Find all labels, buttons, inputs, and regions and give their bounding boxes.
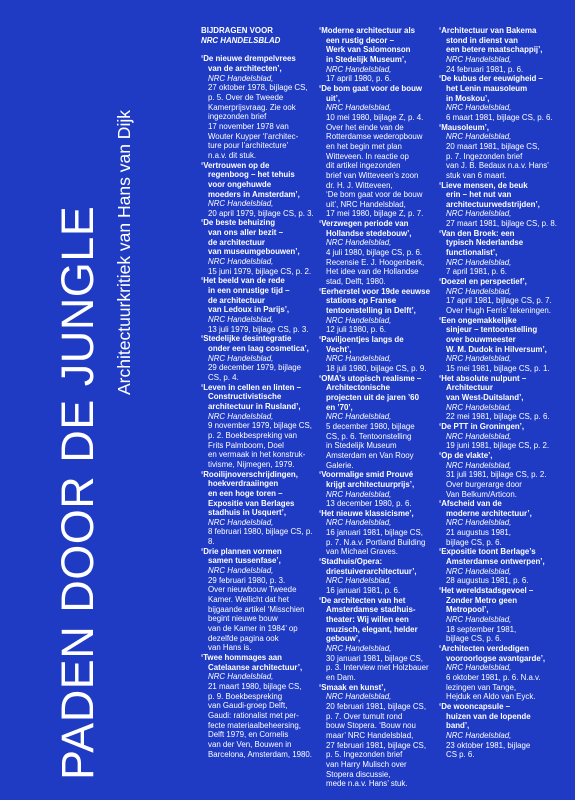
entry-detail-line: van Michael Graves. <box>326 547 398 557</box>
entry-detail-line: p. 7. Over tumult rond <box>326 711 403 721</box>
entry-source: NRC Handelsblad, <box>208 353 274 363</box>
entry-source: NRC Handelsblad, <box>326 103 392 113</box>
entry-title-line: Catelaanse architectuur’, <box>208 662 303 672</box>
entry-source: NRC Handelsblad, <box>446 460 512 470</box>
entry-detail-line: Witteveen. In reactie op <box>326 151 409 161</box>
entry-title-line: band’, <box>446 721 470 731</box>
entry-title-line: van ons aller bezit – <box>208 228 283 238</box>
entry-detail-line: 17 april 1981, bijlage CS, p. 7. <box>446 296 552 306</box>
bibliography-entry <box>201 161 321 219</box>
entry-title-line: typisch Nederlandse <box>446 238 524 248</box>
entry-detail-line: p. 2. Boekbespreking van <box>208 430 298 440</box>
entry-title-line: ‘De architecten van het <box>319 595 406 605</box>
entry-detail-line: Gaudi: rationalist met per- <box>208 710 299 720</box>
bibliography-entry <box>439 644 559 702</box>
entry-source: NRC Handelsblad, <box>326 64 392 74</box>
entry-source: NRC Handelsblad, <box>446 132 512 142</box>
entry-detail-line: 19 juni 1981, bijlage CS, p. 2. <box>446 441 550 451</box>
entry-source: NRC Handelsblad, <box>446 566 512 576</box>
entry-detail-line: 27 oktober 1978, bijlage CS, <box>208 83 308 93</box>
bibliography-entry <box>439 586 559 644</box>
entry-detail-line: van der Ven, Bouwen in <box>208 739 292 749</box>
entry-title-line: ‘Het beeld van de rede <box>201 276 285 286</box>
entry-source: NRC Handelsblad, <box>446 257 512 267</box>
entry-detail-line: fecte materiaalbeheersing, <box>208 720 301 730</box>
entry-title-line: ‘Verzwegen periode van <box>319 219 409 229</box>
entry-title-line: van West-Duitsland’, <box>446 392 524 402</box>
entry-detail-line: 15 mei 1981, bijlage CS, p. 1. <box>446 363 550 373</box>
entry-title-line: ‘Leven in cellen en linten – <box>201 382 301 392</box>
bibliography-entry <box>439 547 559 586</box>
entry-detail-line: 21 augustus 1981, <box>446 528 511 538</box>
entry-detail-line: 23 oktober 1981, bijlage <box>446 740 531 750</box>
entry-detail-line: 31 juli 1981, bijlage CS, p. 2. <box>446 470 547 480</box>
entry-detail-line: Frits Palmboom, Doel <box>208 440 284 450</box>
bibliography-entry <box>439 316 559 374</box>
entry-title-line: ‘De wooncapsule – <box>439 701 511 711</box>
entry-title-line: architectuur in Rusland’, <box>208 401 301 411</box>
entry-source: NRC Handelsblad, <box>446 615 512 625</box>
entry-detail-line: 30 januari 1981, bijlage CS, <box>326 653 423 663</box>
bibliography-entry <box>319 84 439 219</box>
entry-detail-line: CS p. 6. <box>446 750 475 760</box>
entry-detail-line: Rotterdamse wederopbouw <box>326 132 423 142</box>
entry-detail-line: CS, p. 4. <box>208 372 239 382</box>
entry-source: NRC Handelsblad, <box>326 692 392 702</box>
entry-title-line: tentoonstelling in Delft’, <box>326 306 416 316</box>
entry-detail-line: Van Belkum/Articon. <box>446 489 517 499</box>
entry-detail-line: lezingen van Tange, <box>446 682 517 692</box>
cover-title-area <box>0 0 134 800</box>
entry-title-line: van museumgebouwen’, <box>208 247 300 257</box>
entry-detail-line: Over burgerarge door <box>446 479 522 489</box>
entry-source: NRC Handelsblad, <box>326 354 392 364</box>
entry-source: NRC Handelsblad, <box>326 518 392 528</box>
entry-title-line: de architectuur <box>208 237 266 247</box>
entry-detail-line: p. 5. Ingezonden brief <box>326 750 403 760</box>
entry-detail-line: 16 januari 1981, bijlage CS, <box>326 528 423 538</box>
entry-detail-line: stuk van 6 maart. <box>446 170 507 180</box>
entry-detail-line: dezelfde pagina ook <box>208 633 279 643</box>
bibliography-entry <box>201 334 321 382</box>
entry-source: NRC Handelsblad, <box>446 54 512 64</box>
entry-detail-line: 13 december 1980, p. 6. <box>326 499 412 509</box>
entry-title-line: ‘Lieve mensen, de beuk <box>439 180 528 190</box>
entry-detail-line: ture pour l’architecture’ <box>208 141 289 151</box>
entry-source: NRC Handelsblad, <box>446 730 512 740</box>
entry-title-line: krijgt architectuurprijs’, <box>326 479 415 489</box>
entry-detail-line: en het begin met plan <box>326 141 402 151</box>
entry-title-line: Architectuur <box>446 383 493 393</box>
entry-title-line: ‘Voormalige smid Prouvé <box>319 470 414 480</box>
entry-detail-line: 15 juni 1979, bijlage CS, p. 2. <box>208 266 312 276</box>
book-title: PADEN DOOR DE JUNGLE <box>52 205 103 780</box>
entry-title-line: in een onrustige tijd – <box>208 286 290 296</box>
entry-detail-line: begint nieuwe bouw <box>208 614 278 624</box>
entry-detail-line: n.a.v. dit stuk. <box>208 150 257 160</box>
entry-source: NRC Handelsblad, <box>326 489 392 499</box>
entry-detail-line: 7 april 1981, p. 6. <box>446 267 507 277</box>
entry-title-line: ‘Mausoleum’, <box>439 122 489 132</box>
entry-detail-line: 8 februari 1980, bijlage CS, p. 8. <box>208 527 313 547</box>
entry-title-line: ‘Drie plannen vormen <box>201 546 282 556</box>
bibliography-column-2 <box>319 26 439 789</box>
entry-detail-line: p. 7. Ingezonden brief <box>446 151 523 161</box>
entry-title-line: ‘Een ongemakkelijke <box>439 315 517 325</box>
bibliography-column-1 <box>201 26 321 759</box>
entry-title-line: Amsterdamse stadhuis- <box>326 605 416 615</box>
entry-detail-line: 20 april 1979, bijlage CS, p. 3. <box>208 208 314 218</box>
entry-title-line: het Lenin mausoleum <box>446 83 528 93</box>
entry-detail-line: Wouter Kuyper ‘l’architec- <box>208 131 299 141</box>
entry-detail-line: p. 9. Boekbespreking <box>208 691 283 701</box>
entry-detail-line: 18 juli 1980, bijlage CS, p. 9. <box>326 363 427 373</box>
entry-title-line: in Moskou’, <box>446 93 490 103</box>
entry-detail-line: 13 juli 1979, bijlage CS, p. 3. <box>208 324 309 334</box>
entry-detail-line: 17 mei 1980, bijlage Z, p. 7. <box>326 209 424 219</box>
entry-detail-line: 10 mei 1980, bijlage Z, p. 4. <box>326 112 424 122</box>
entry-title-line: sinjeur – tentoonstelling <box>446 325 538 335</box>
entry-source: NRC Handelsblad, <box>446 518 512 528</box>
entry-detail-line: 28 augustus 1981, p. 6. <box>446 576 529 586</box>
entry-title-line: ‘Moderne architectuur als <box>319 26 416 35</box>
bibliography-entry <box>439 181 559 229</box>
bibliography-entry <box>319 596 439 683</box>
entry-title-line: architectuurwedstrijden’, <box>446 199 540 209</box>
entry-detail-line: Kamerprijsvraag. Zie ook <box>208 102 296 112</box>
entry-title-line: ‘Doezel en perspectief’, <box>439 277 527 287</box>
entry-title-line: in Stedelijk Museum’, <box>326 54 407 64</box>
bibliography-entry <box>201 470 321 547</box>
bibliography-entry <box>319 470 439 509</box>
bibliography-entry <box>439 702 559 760</box>
bibliography-entry <box>201 653 321 759</box>
bibliography-entry <box>201 383 321 470</box>
entry-title-line: over bouwmeester <box>446 335 516 344</box>
entry-detail-line: van J. B. Bedaux n.a.v. Hans’ <box>446 161 549 171</box>
entry-title-line: ‘Expositie toont Berlage’s <box>439 547 536 557</box>
entry-title-line: stadhuis in Usquert’, <box>208 508 287 518</box>
entry-title-line: driestuiverarchitectuur’, <box>326 566 417 576</box>
entry-detail-line: 17 april 1980, p. 6. <box>326 74 392 84</box>
entry-title-line: stond in dienst van <box>446 35 518 45</box>
entry-source: NRC Handelsblad, <box>208 199 274 209</box>
entry-detail-line: bijgaande artikel ‘Misschien <box>208 604 305 614</box>
entry-detail-line: 12 juli 1980, p. 6. <box>326 325 387 335</box>
entry-title-line: Zonder Metro geen <box>446 595 518 605</box>
entry-source: NRC Handelsblad, <box>446 354 512 364</box>
entry-title-line: ‘Smaak en kunst’, <box>319 682 386 692</box>
entry-source: NRC Handelsblad, <box>326 576 392 586</box>
entry-source: NRC Handelsblad, <box>326 315 392 325</box>
entry-detail-line: maar’ NRC Handelsblad, <box>326 730 414 740</box>
entry-title-line: theater: Wij willen een <box>326 615 409 625</box>
entry-detail-line: in Stedelijk Museum <box>326 441 397 451</box>
entry-title-line: ‘Afscheid van de <box>439 499 502 509</box>
entry-title-line: projecten uit de jaren ’60 <box>326 392 419 402</box>
entry-title-line: W. M. Dudok in Hilversum’, <box>446 344 547 354</box>
entry-detail-line: 22 mei 1981, bijlage CS, p. 6. <box>446 412 550 422</box>
entry-detail-line: 18 september 1981, <box>446 624 517 634</box>
bibliography-entry <box>319 219 439 287</box>
entry-detail-line: p. 3. Interview met Holzbauer <box>326 663 429 673</box>
entry-title-line: een rustig decor – <box>326 35 394 45</box>
entry-source: NRC Handelsblad, <box>208 566 274 576</box>
entry-source: NRC Handelsblad, <box>208 411 274 421</box>
entry-title-line: en een hoge toren – <box>208 488 283 498</box>
entry-title-line: ‘De beste behuizing <box>201 218 276 228</box>
entry-title-line: Expositie van Berlages <box>208 498 295 508</box>
bibliography-entry <box>201 218 321 276</box>
entry-detail-line: bijlage CS, p. 6. <box>446 537 502 547</box>
entry-title-line: ‘Van den Broek: een <box>439 228 515 238</box>
entry-title-line: ‘Architecten verdedigen <box>439 644 529 653</box>
entry-source: NRC Handelsblad, <box>208 73 274 83</box>
entry-detail-line: 24 februari 1981, p. 6. <box>446 64 524 74</box>
entry-detail-line: p. 7. N.a.v. Portland Building <box>326 537 426 547</box>
entry-title-line: en ’70’, <box>326 402 353 412</box>
entry-detail-line: van Hans is. <box>208 643 252 653</box>
entry-title-line: ‘Stadhuis/Opera: <box>319 557 383 567</box>
bibliography-columns <box>201 26 569 796</box>
entry-title-line: ‘Twee hommages aan <box>201 653 282 662</box>
entry-title-line: ‘Het wereldstadsgevoel – <box>439 586 534 596</box>
entry-source: NRC Handelsblad, <box>446 103 512 113</box>
entry-title-line: Metropool’, <box>446 605 489 615</box>
entry-title-line: van Ledoux in Parijs’, <box>208 305 290 315</box>
entry-detail-line: bijlage CS, p. 6. <box>446 634 502 644</box>
bibliography-entry <box>439 499 559 547</box>
entry-source: NRC Handelsblad, <box>208 672 274 682</box>
entry-detail-line: 29 december 1979, bijlage <box>208 363 302 373</box>
entry-detail-line: 9 november 1979, bijlage CS, <box>208 421 312 431</box>
entry-detail-line: van Harry Mulisch over <box>326 759 407 769</box>
entry-title-line: ‘Paviljoentjes langs de <box>319 335 404 344</box>
entry-title-line: onder een laag cosmetica’, <box>208 344 309 353</box>
entry-detail-line: Over nieuwbouw Tweede <box>208 585 297 595</box>
entry-title-line: een betere maatschappij’, <box>446 45 543 55</box>
entry-detail-line: Galerie. <box>326 460 354 470</box>
entry-detail-line: Over Hugh Ferris’ tekeningen. <box>446 306 551 316</box>
bibliography-entry <box>439 123 559 181</box>
bibliography-entry <box>319 683 439 789</box>
entry-title-line: de architectuur <box>208 295 266 305</box>
entry-title-line: Constructivistische <box>208 392 282 402</box>
entry-detail-line: Het idee van de Hollandse <box>326 267 419 277</box>
entry-title-line: gebouw’, <box>326 634 361 644</box>
entry-detail-line: van de Kamer in 1984’ op <box>208 624 298 634</box>
entry-title-line: vooroorlogse avantgarde’, <box>446 653 546 663</box>
entry-title-line: erin – het nut van <box>446 190 512 200</box>
entry-title-line: ‘Rooilijnoverschrijdingen, <box>201 469 298 479</box>
entry-source: NRC Handelsblad, <box>326 238 392 248</box>
entry-detail-line: 17 november 1978 van <box>208 121 289 131</box>
bibliography-entry <box>319 509 439 557</box>
bibliography-entry <box>201 54 321 160</box>
entry-detail-line: 27 maart 1981, bijlage CS, p. 8. <box>446 219 557 229</box>
entry-source: NRC Handelsblad, <box>446 209 512 219</box>
entry-title-line: ‘De nieuwe drempelvrees <box>201 54 296 64</box>
entry-detail-line: Delft 1979, en Cornelis <box>208 730 289 740</box>
entry-title-line: samen tussenfase’, <box>208 556 281 566</box>
entry-detail-line: uit’, NRC Handelsblad, <box>326 199 406 209</box>
entry-title-line: ‘De kubus der eeuwigheid – <box>439 74 543 84</box>
entry-detail-line: CS, p. 6. Tentoonstelling <box>326 431 412 441</box>
bibliography-entry <box>439 422 559 451</box>
entry-title-line: regenboog – het tehuis <box>208 170 295 180</box>
entry-detail-line: 21 maart 1980, bijlage CS, <box>208 681 302 691</box>
entry-source: NRC Handelsblad, <box>446 402 512 412</box>
entry-title-line: van de architecten’, <box>208 63 282 73</box>
section-subheading: NRC HANDELSBLAD <box>201 35 281 45</box>
entry-detail-line: brief van Witteveen’s zoon <box>326 170 419 180</box>
entry-title-line: ‘De PTT in Groningen’, <box>439 421 525 431</box>
entry-detail-line: Hejduk en Aldo van Eyck. <box>446 692 536 702</box>
entry-detail-line: 27 februari 1981, bijlage CS, <box>326 740 427 750</box>
entry-detail-line: stad, Delft, 1980. <box>326 277 386 287</box>
entry-detail-line: dr. H. J. Witteveen, <box>326 180 393 190</box>
bibliography-entry <box>439 74 559 122</box>
entry-source: NRC Handelsblad, <box>208 517 274 527</box>
entry-detail-line: 6 oktober 1981, p. 6. N.a.v. <box>446 672 541 682</box>
entry-source: NRC Handelsblad, <box>446 286 512 296</box>
entry-title-line: ‘Vertrouwen op de <box>201 160 270 170</box>
entry-detail-line: tivisme, Nijmegen, 1979. <box>208 459 295 469</box>
entry-title-line: Hollandse stedebouw’, <box>326 228 412 238</box>
entry-title-line: huizen van de lopende <box>446 711 531 721</box>
entry-title-line: Architectonische <box>326 383 391 393</box>
bibliography-entry <box>439 229 559 277</box>
entry-title-line: voor ongehuwde <box>208 179 272 189</box>
bibliography-entry <box>319 557 439 596</box>
entry-detail-line: van Gaudi-groep Delft, <box>208 701 288 711</box>
entry-detail-line: mede n.a.v. Hans’ stuk. <box>326 779 408 789</box>
bibliography-entry <box>319 26 439 84</box>
bibliography-entry <box>439 374 559 422</box>
entry-detail-line: 20 februari 1981, bijlage CS, <box>326 701 427 711</box>
bibliography-entry <box>319 374 439 471</box>
entry-detail-line: 29 februari 1980, p. 3. <box>208 575 286 585</box>
entry-detail-line: 20 maart 1981, bijlage CS, <box>446 141 540 151</box>
entry-source: NRC Handelsblad, <box>208 315 274 325</box>
entry-title-line: functionalist’, <box>446 248 498 258</box>
entry-detail-line: 6 maart 1981, bijlage CS, p. 6. <box>446 112 553 122</box>
entry-detail-line: Amsterdam en Van Rooy <box>326 450 414 460</box>
section-heading: BIJDRAGEN VOOR <box>201 26 273 35</box>
entry-detail-line: en Dam. <box>326 672 356 682</box>
entry-title-line: moderne architectuur’, <box>446 508 532 518</box>
entry-title-line: Amsterdamse ontwerpen’, <box>446 557 545 567</box>
entry-source: NRC Handelsblad, <box>208 257 274 267</box>
entry-detail-line: ‘De bom gaat voor de bouw <box>326 190 423 200</box>
entry-title-line: moeders in Amsterdam’, <box>208 189 300 199</box>
entry-detail-line: 5 december 1980, bijlage <box>326 421 415 431</box>
entry-title-line: ‘De bom gaat voor de bouw <box>319 83 423 93</box>
entry-title-line: hoekverdraaiingen <box>208 479 279 489</box>
entry-title-line: ‘Architectuur van Bakema <box>439 26 537 35</box>
entry-title-line: uit’, <box>326 93 341 103</box>
entry-detail-line: Recensie E. J. Hoogenberk, <box>326 257 425 267</box>
bibliography-entry <box>439 277 559 316</box>
entry-title-line: ‘Eerherstel voor 19de eeuwse <box>319 286 430 296</box>
bibliography-entry <box>439 451 559 499</box>
entry-detail-line: ingezonden brief <box>208 112 267 122</box>
bibliography-entry <box>319 335 439 374</box>
entry-title-line: ‘Het nieuwe klassicisme’, <box>319 508 414 518</box>
entry-detail-line: en vermaak in het konstruk- <box>208 450 306 460</box>
entry-title-line: stations op Franse <box>326 296 397 306</box>
entry-detail-line: Barcelona, Amsterdam, 1980. <box>208 749 312 759</box>
entry-detail-line: Kamer. Wellicht dat het <box>208 595 289 605</box>
entry-title-line: Werk van Salomonson <box>326 45 411 55</box>
entry-source: NRC Handelsblad, <box>326 644 392 653</box>
entry-detail-line: Stopera discussie, <box>326 769 391 779</box>
book-subtitle: Architectuurkritiek van Hans van Dijk <box>114 110 134 395</box>
entry-source: NRC Handelsblad, <box>326 412 392 422</box>
entry-title-line: ‘Stedelijke desintegratie <box>201 334 292 344</box>
entry-title-line: ‘OMA’s utopisch realisme – <box>319 373 422 383</box>
entry-detail-line: bouw Stopera. ‘Bouw nou <box>326 721 416 731</box>
entry-detail-line: 16 januari 1981, p. 6. <box>326 586 401 596</box>
entry-detail-line: p. 5. Over de Tweede <box>208 92 284 102</box>
bibliography-entry <box>201 547 321 653</box>
entry-detail-line: 4 juli 1980, bijlage CS, p. 6. <box>326 248 423 258</box>
entry-title-line: ‘Het absolute nulpunt – <box>439 373 527 383</box>
bibliography-column-3 <box>439 26 559 760</box>
entry-source: NRC Handelsblad, <box>446 663 512 673</box>
entry-title-line: Vecht’, <box>326 344 352 354</box>
entry-title-line: muzisch, elegant, helder <box>326 624 418 634</box>
entry-detail-line: dit artikel ingezonden <box>326 161 401 171</box>
entry-title-line: ‘Op de vlakte’, <box>439 450 493 460</box>
bibliography-entry <box>319 287 439 335</box>
bibliography-entry <box>201 276 321 334</box>
entry-detail-line: Over het einde van de <box>326 122 404 132</box>
bibliography-entry <box>439 26 559 74</box>
entry-source: NRC Handelsblad, <box>446 431 512 441</box>
